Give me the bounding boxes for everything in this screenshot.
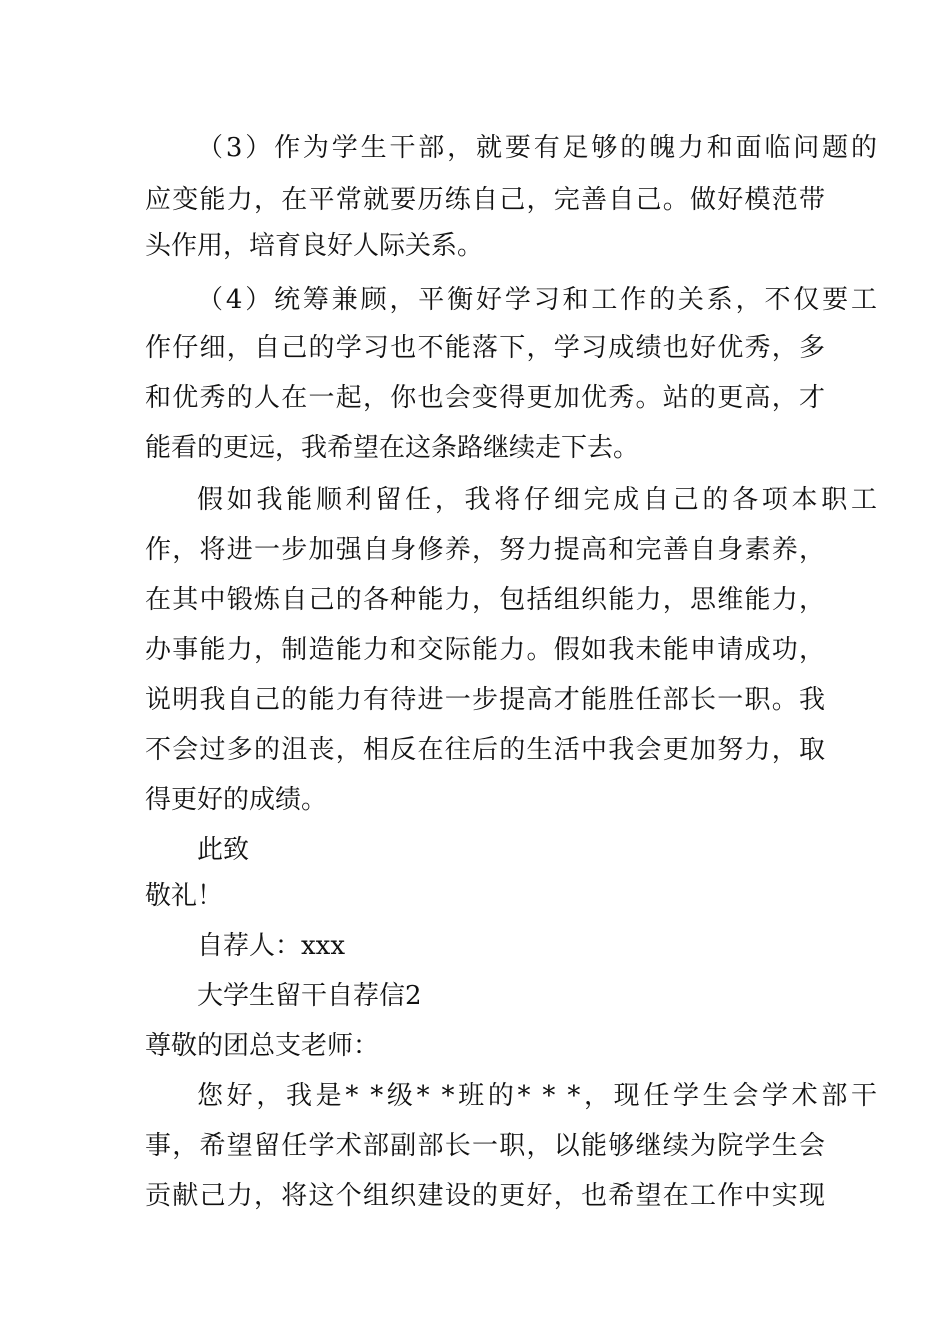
paragraph-3-line-1: （3）作为学生干部，就要有足够的魄力和面临问题的 [197, 133, 877, 163]
paragraph-5-line-7: 得更好的成绩。 [145, 785, 328, 815]
salutation: 尊敬的团总支老师： [145, 1031, 380, 1061]
letter-2-line-1: 您好，我是* *级* *班的* * *，现任学生会学术部干 [197, 1081, 877, 1111]
paragraph-5-line-1: 假如我能顺利留任，我将仔细完成自己的各项本职工 [197, 485, 877, 515]
paragraph-3-line-2: 应变能力，在平常就要历练自己，完善自己。做好模范带 [145, 185, 825, 215]
paragraph-3-line-3: 头作用，培育良好人际关系。 [145, 231, 484, 261]
paragraph-5-line-5: 说明我自己的能力有待进一步提高才能胜任部长一职。我 [145, 685, 825, 715]
closing-cizhi: 此致 [197, 835, 250, 865]
paragraph-5-line-4: 办事能力，制造能力和交际能力。假如我未能申请成功， [145, 635, 825, 665]
signature-line: 自荐人：xxx [197, 931, 345, 961]
paragraph-5-line-6: 不会过多的沮丧，相反在往后的生活中我会更加努力，取 [145, 735, 825, 765]
paragraph-5-line-2: 作，将进一步加强自身修养，努力提高和完善自身素养， [145, 535, 825, 565]
paragraph-4-line-2: 作仔细，自己的学习也不能落下，学习成绩也好优秀，多 [145, 333, 825, 363]
letter-2-line-2: 事，希望留任学术部副部长一职，以能够继续为院学生会 [145, 1131, 825, 1161]
section-title: 大学生留干自荐信2 [197, 981, 422, 1011]
letter-2-line-3: 贡献己力，将这个组织建设的更好，也希望在工作中实现 [145, 1181, 825, 1211]
paragraph-5-line-3: 在其中锻炼自己的各种能力，包括组织能力，思维能力， [145, 585, 825, 615]
paragraph-4-line-3: 和优秀的人在一起，你也会变得更加优秀。站的更高，才 [145, 383, 825, 413]
paragraph-4-line-1: （4）统筹兼顾，平衡好学习和工作的关系，不仅要工 [197, 285, 877, 315]
paragraph-4-line-4: 能看的更远，我希望在这条路继续走下去。 [145, 433, 640, 463]
closing-jingli: 敬礼！ [145, 881, 224, 911]
